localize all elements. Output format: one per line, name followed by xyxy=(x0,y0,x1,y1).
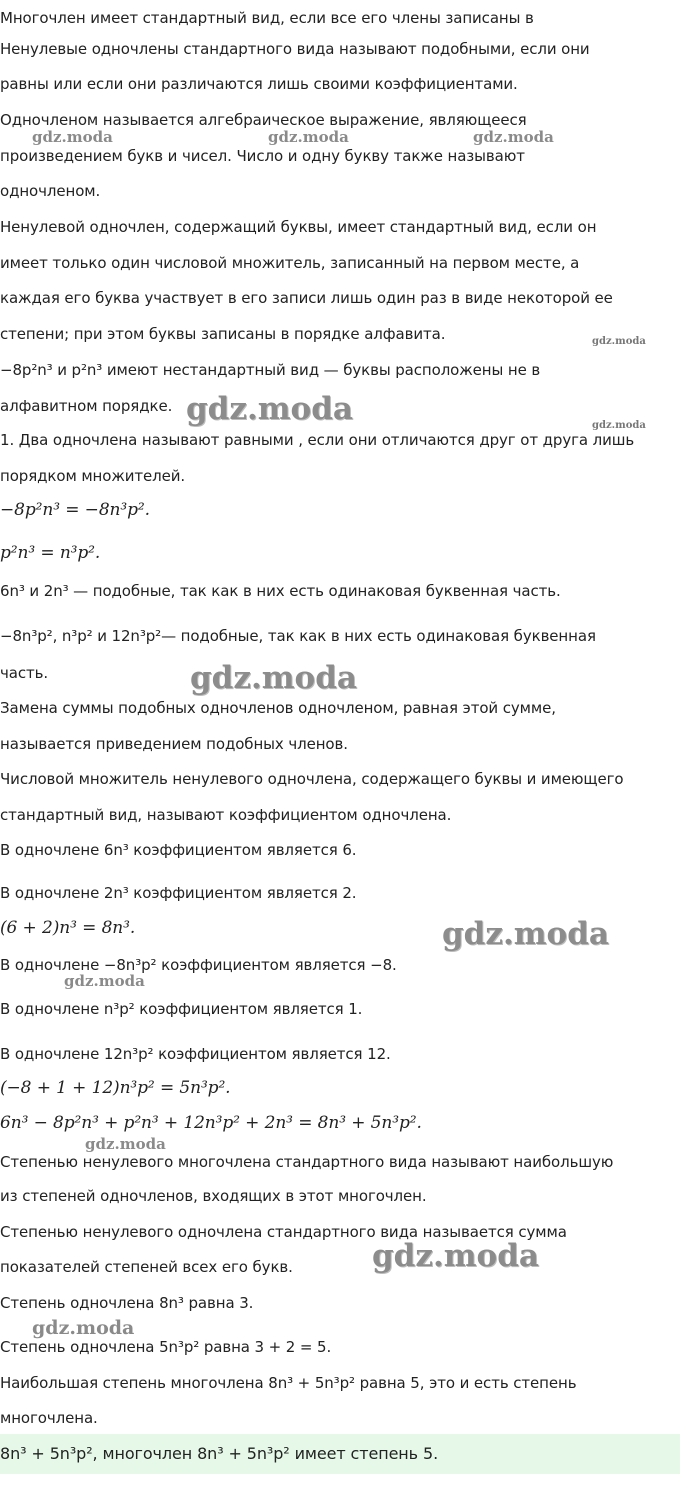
text-line: Степенью ненулевого многочлена стандартного вида называют наибольшую xyxy=(0,1153,614,1171)
math-line: В одночлене n³p² коэффициентом является 1. xyxy=(0,1000,363,1018)
math-line: В одночлене 12n³p² коэффициентом является 12. xyxy=(0,1045,391,1063)
watermark-logo: gdz.moda xyxy=(592,420,646,431)
text-line: многочлена. xyxy=(0,1409,98,1427)
text-line: Многочлен имеет стандартный вид, если все его члены записаны в xyxy=(0,9,534,27)
text-line: Одночленом называется алгебраическое выражение, являющееся xyxy=(0,111,527,129)
watermark-logo: gdz.moda xyxy=(32,128,113,146)
watermark-logo: gdz.moda xyxy=(85,1135,166,1153)
text-line: стандартный вид, называют коэффициентом одночлена. xyxy=(0,806,452,824)
text-line: Замена суммы подобных одночленов одночленом, равная этой сумме, xyxy=(0,699,556,717)
math-line: 6n³ и 2n³ — подобные, так как в них есть одинаковая буквенная часть. xyxy=(0,582,561,600)
watermark-logo: gdz.moda xyxy=(442,916,609,952)
watermark-logo: gdz.moda xyxy=(372,1238,539,1274)
text-line: равны или если они различаются лишь своими коэффициентами. xyxy=(0,75,518,93)
math-formula: p²n³ = n³p². xyxy=(0,543,101,563)
watermark-logo: gdz.moda xyxy=(64,972,145,990)
text-line: из степеней одночленов, входящих в этот многочлен. xyxy=(0,1187,427,1205)
text-line: Числовой множитель ненулевого одночлена, содержащего буквы и имеющего xyxy=(0,770,624,788)
text-line: показателей степеней всех его букв. xyxy=(0,1258,293,1276)
text-line: алфавитном порядке. xyxy=(0,397,173,415)
math-line: −8p²n³ и p²n³ имеют нестандартный вид — буквы расположены не в xyxy=(0,361,541,379)
math-line: Степень одночлена 5n³p² равна 3 + 2 = 5. xyxy=(0,1338,332,1356)
text-line: порядком множителей. xyxy=(0,467,186,485)
watermark-logo: gdz.moda xyxy=(190,660,357,696)
text-line: Степенью ненулевого одночлена стандартного вида называется сумма xyxy=(0,1223,567,1241)
text-line: Ненулевые одночлены стандартного вида называют подобными, если они xyxy=(0,40,590,58)
text-line: Ненулевой одночлен, содержащий буквы, имеет стандартный вид, если он xyxy=(0,218,597,236)
math-formula: −8p²n³ = −8n³p². xyxy=(0,500,150,520)
text-line: одночленом. xyxy=(0,182,101,200)
text-line: часть. xyxy=(0,664,49,682)
watermark-logo: gdz.moda xyxy=(186,391,353,427)
math-line: Наибольшая степень многочлена 8n³ + 5n³p² равна 5, это и есть степень xyxy=(0,1374,577,1392)
math-line: В одночлене −8n³p² коэффициентом является −8. xyxy=(0,956,397,974)
text-line: произведением букв и чисел. Число и одну букву также называют xyxy=(0,147,525,165)
text-line: 1. Два одночлена называют равными , если они отличаются друг от друга лишь xyxy=(0,431,635,449)
watermark-logo: gdz.moda xyxy=(32,1317,135,1339)
math-line: −8n³p², n³p² и 12n³p²— подобные, так как в них есть одинаковая буквенная xyxy=(0,627,596,645)
math-line: В одночлене 2n³ коэффициентом является 2. xyxy=(0,884,357,902)
answer-line: 8n³ + 5n³p², многочлен 8n³ + 5n³p² имеет степень 5. xyxy=(0,1444,439,1463)
math-formula: (6 + 2)n³ = 8n³. xyxy=(0,918,136,938)
watermark-logo: gdz.moda xyxy=(473,128,554,146)
math-line: Степень одночлена 8n³ равна 3. xyxy=(0,1294,254,1312)
math-formula: 6n³ − 8p²n³ + p²n³ + 12n³p² + 2n³ = 8n³ + 5n³p². xyxy=(0,1113,422,1133)
watermark-logo: gdz.moda xyxy=(268,128,349,146)
text-line: степени; при этом буквы записаны в порядке алфавита. xyxy=(0,325,446,343)
watermark-logo: gdz.moda xyxy=(592,336,646,347)
text-line: имеет только один числовой множитель, записанный на первом месте, а xyxy=(0,254,580,272)
math-line: В одночлене 6n³ коэффициентом является 6. xyxy=(0,841,357,859)
text-line: каждая его буква участвует в его записи лишь один раз в виде некоторой ее xyxy=(0,289,613,307)
math-formula: (−8 + 1 + 12)n³p² = 5n³p². xyxy=(0,1078,231,1098)
text-line: называется приведением подобных членов. xyxy=(0,735,348,753)
